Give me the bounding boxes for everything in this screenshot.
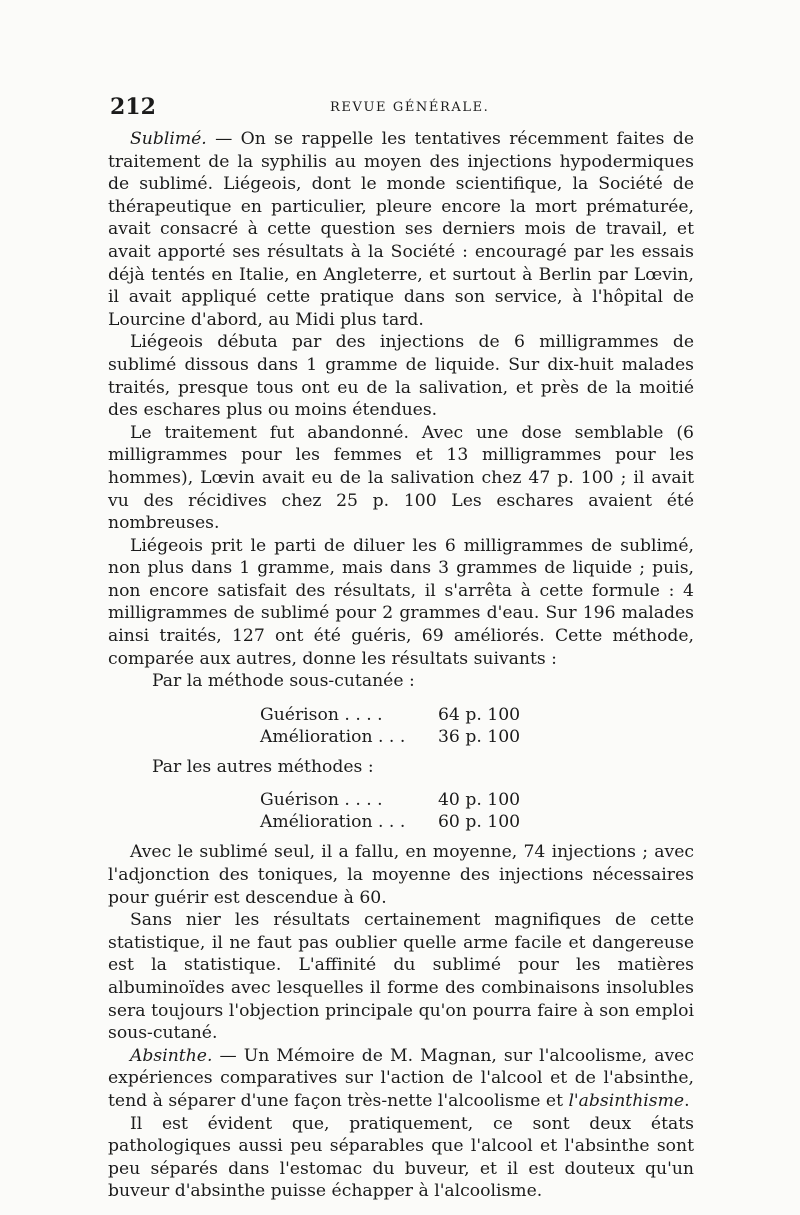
running-title: REVUE GÉNÉRALE. (330, 100, 490, 115)
paragraph: Le traitement fut abandonné. Avec une dose semblable (6 milligrammes pour les femmes et 13 milligrammes pour les hommes), Lœvin avait eu de la salivation chez 47 p. 100 ; il avait vu des récidives chez 25 p. 100 Les eschares avaient été nombreuses. (108, 422, 694, 534)
stat-value: 60 p. 100 (438, 812, 521, 833)
page-number: 212 (110, 94, 156, 120)
stat-label: Amélioration (260, 812, 373, 833)
stat-value: 36 p. 100 (438, 726, 521, 747)
paragraph: Il est évident que, pratiquement, ce sont deux états pathologiques aussi peu séparables que l'alcool et l'absinthe sont peu séparés dans l'estomac du buveur, et il est douteux qu'un buveur d'absinthe puisse échapper à l'alcoolisme. (108, 1113, 694, 1202)
paragraph: Avec le sublimé seul, il a fallu, en moyenne, 74 injections ; avec l'adjonction des toniques, la moyenne des injections nécessaires pour guérir est descendue à 60. (108, 842, 694, 908)
page-header (110, 94, 700, 120)
stats-intro: Par la méthode sous-cutanée : (152, 671, 415, 692)
stat-label: Amélioration (260, 726, 373, 747)
stat-label: Guérison (260, 790, 339, 811)
table-row (260, 789, 520, 811)
paragraph: Liégeois débuta par des injections de 6 milligrammes de sublimé dissous dans 1 gramme de liquide. Sur dix-huit malades traités, presque tous ont eu de la salivation, et près de la moitié des eschares plus ou moins étendues. (108, 332, 694, 421)
stat-dots: . . . . (344, 790, 383, 811)
paragraph: Absinthe. — Un Mémoire de M. Magnan, sur l'alcoolisme, avec expériences comparatives sur l'action de l'alcool et de l'absinthe, tend à séparer d'une façon très-nette l'alcoolisme et l'absinthisme. (108, 1045, 694, 1111)
paragraph: Sublimé. — On se rappelle les tentatives récemment faites de traitement de la syphilis au moyen des injections hypodermiques de sublimé. Liégeois, dont le monde scientifique, la Société de thérapeutique en particulier, pleure encore la mort prématurée, avait consacré à cette question ses derniers mois de travail, et avait apporté ses résultats à la Société : encouragé par les essais déjà tentés en Italie, en Angleterre, et surtout à Berlin par Lœvin, il avait appliqué cette pratique dans son service, à l'hôpital de Lourcine d'abord, au Midi plus tard. (108, 129, 694, 330)
stats-group-subcutaneous (108, 670, 694, 748)
emphasis: l'absinthisme (568, 1090, 685, 1111)
section-title-sublime: Sublimé. (130, 129, 207, 149)
stats-table (260, 704, 520, 748)
stat-dots: . . . . (344, 704, 383, 725)
stats-group-other (108, 756, 694, 834)
stat-value: 64 p. 100 (438, 704, 521, 725)
stats-table (260, 789, 520, 833)
stat-label: Guérison (260, 704, 339, 725)
stat-value: 40 p. 100 (438, 790, 521, 811)
paragraph: Liégeois prit le parti de diluer les 6 milligrammes de sublimé, non plus dans 1 gramme, mais dans 3 grammes de liquide ; puis, non encore satisfait des résultats, il s'arrêta à cette formule : 4 milligrammes de sublimé pour 2 grammes d'eau. Sur 196 malades ainsi traités, 127 ont été guéris, 69 améliorés. Cette méthode, comparée aux autres, donne les résultats suivants : (108, 535, 694, 669)
table-row (260, 811, 520, 833)
paragraph: Sans nier les résultats certainement magnifiques de cette statistique, il ne faut pas oublier quelle arme facile et dangereuse est la statistique. L'affinité du sublimé pour les matières albuminoïdes avec lesquelles il forme des combinaisons insolubles sera toujours l'objection principale qu'on pourra faire à son emploi sous-cutané. (108, 910, 694, 1044)
table-row (260, 704, 520, 726)
stats-intro: Par les autres méthodes : (152, 756, 374, 777)
stat-dots: . . . (377, 812, 406, 833)
section-title-absinthe: Absinthe. (130, 1045, 213, 1066)
table-row (260, 726, 520, 748)
article-body (108, 128, 694, 1203)
stat-dots: . . . (377, 726, 406, 747)
